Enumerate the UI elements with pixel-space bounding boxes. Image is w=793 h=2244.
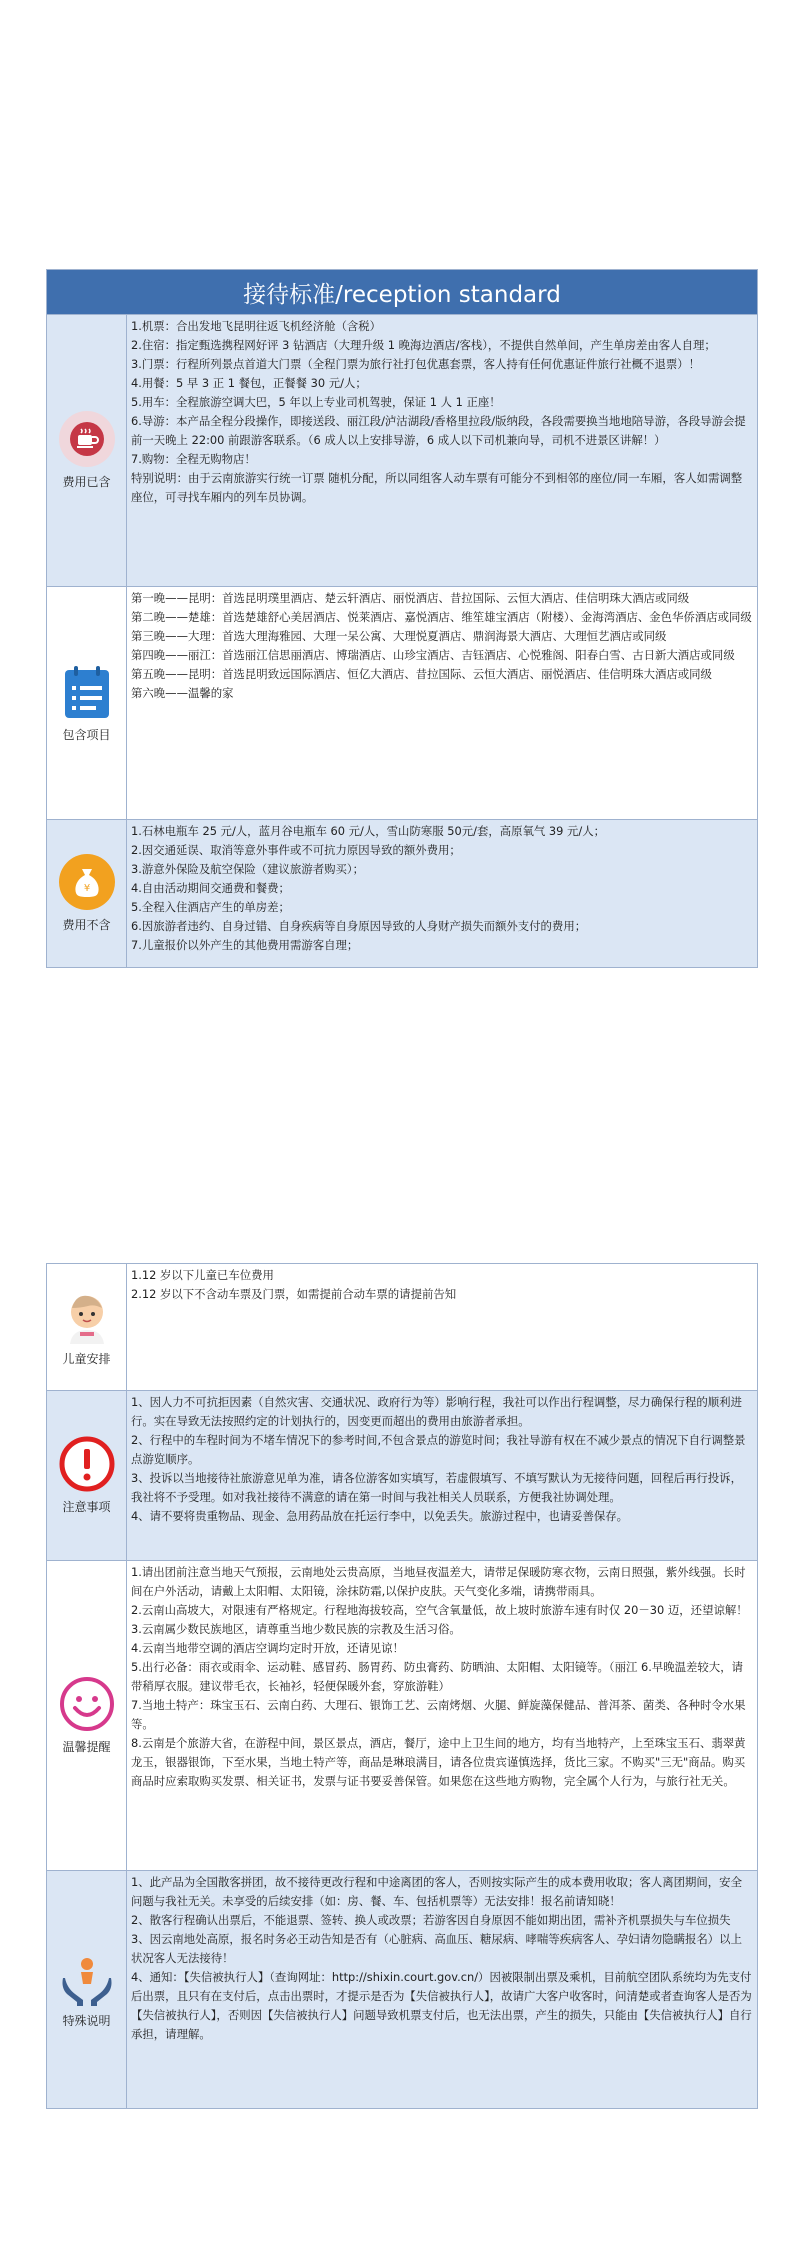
reception-standard-table: [46, 269, 758, 968]
list-item: 特别说明：由于云南旅游实行统一订票 随机分配，所以同组客人动车票有可能分不到相邻的座位/同一车厢，客人如需调整座位，可寻找车厢内的列车员协调。: [131, 471, 743, 504]
section-fees-included: [47, 315, 757, 586]
list-item: 2.因交通延误、取消等意外事件或不可抗力原因导致的额外费用；: [131, 843, 461, 857]
section-fees-excluded: [47, 819, 757, 967]
list-item: 2.住宿：指定甄选携程网好评 3 钻酒店（大理升级 1 晚海边酒店/客栈），不提供自然单间，产生单房差由客人自理；: [131, 338, 716, 352]
helping-hands-icon: [59, 1950, 115, 2006]
list-item: 5.用车：全程旅游空调大巴，5 年以上专业司机驾驶，保证 1 人 1 正座！: [131, 395, 501, 409]
warning-icon: [59, 1436, 115, 1492]
section-label-cell: [47, 820, 127, 967]
section-hotels: [47, 586, 757, 819]
list-item: 第五晚——昆明：首选昆明致远国际酒店、恒亿大酒店、昔拉国际、云恒大酒店、丽悦酒店、佳信明珠大酒店或同级: [131, 667, 712, 681]
itinerary-list-icon: [59, 664, 115, 720]
coffee-cup-icon: [59, 411, 115, 467]
section-content: [127, 1561, 757, 1870]
list-item: 7.儿童报价以外产生的其他费用需游客自理；: [131, 938, 359, 952]
section-children: [47, 1264, 757, 1390]
list-item: 5.全程入住酒店产生的单房差；: [131, 900, 290, 914]
money-bag-icon: [59, 854, 115, 910]
list-item: 1.石林电瓶车 25 元/人，蓝月谷电瓶车 60 元/人，雪山防寒服 50元/套，高原氧气 39 元/人；: [131, 824, 606, 838]
section-label-cell: [47, 1871, 127, 2108]
section-content: [127, 315, 757, 586]
section-label: 儿童安排: [62, 1351, 111, 1366]
section-label: 温馨提醒: [62, 1740, 111, 1754]
list-item: 第三晚——大理：首选大理海雅园、大理一呆公寓、大理悦夏酒店、鼎润海景大酒店、大理恒艺酒店或同级: [131, 629, 667, 643]
list-item: 7.购物：全程无购物店！: [131, 452, 256, 466]
list-item: 6.导游：本产品全程分段操作，即接送段、丽江段/泸沽湖段/香格里拉段/版纳段，各段需要换当地地陪导游，各段导游会提前一天晚上 22:00 前跟游客联系。（6 成人以上安排导游，6 成人以下司机兼向导，司机不进景区讲解！）: [131, 414, 746, 447]
section-content: [127, 820, 757, 967]
section-label-cell: [47, 587, 127, 819]
section-label-cell: [47, 1264, 127, 1390]
list-item: 1.12 岁以下儿童已车位费用: [131, 1268, 274, 1282]
section-content: [127, 1391, 757, 1560]
list-item: 4、通知：【失信被执行人】（查询网址：http://shixin.court.gov.cn/）因被限制出票及乘机，目前航空团队系统均为先支付后出票，且只有在支付后，点击出票时，才提示是否为【失信被执行人】，故请广大客户收客时，问清楚或者查询客人是否为【失信被执行人】，否则因【失信被执行人】问题导致机票支付后，也无法出票，产生的损失，只能由【失信被执行人】自行承担，请理解。: [131, 1970, 752, 2041]
section-label: 包含项目: [62, 727, 111, 742]
list-item: 3.云南属少数民族地区，请尊重当地少数民族的宗教及生活习俗。: [131, 1622, 461, 1636]
table-title: 接待标准/reception standard: [47, 270, 757, 315]
list-item: 4.自由活动期间交通费和餐费；: [131, 881, 290, 895]
list-item: 第六晚——温馨的家: [131, 686, 234, 700]
list-item: 4、请不要将贵重物品、现金、急用药品放在托运行李中，以免丢失。旅游过程中，也请妥善保存。: [131, 1509, 629, 1523]
child-icon: [59, 1288, 115, 1344]
section-label-cell: [47, 315, 127, 586]
list-item: 第四晚——丽江：首选丽江信思丽酒店、博瑞酒店、山珍宝酒店、吉钰酒店、心悦雅阁、阳春白雪、古日新大酒店或同级: [131, 648, 735, 662]
list-item: 3.门票：行程所列景点首道大门票（全程门票为旅行社打包优惠套票，客人持有任何优惠证件旅行社概不退票）！: [131, 357, 701, 371]
list-item: 5.出行必备：雨衣或雨伞、运动鞋、感冒药、肠胃药、防虫膏药、防晒油、太阳帽、太阳镜等。（丽江 6.早晚温差较大，请带稍厚衣服。建议带毛衣，长袖衫，轻便保暖外套，穿旅游鞋）: [131, 1660, 743, 1693]
list-item: 7.当地土特产：珠宝玉石、云南白药、大理石、银饰工艺、云南烤烟、火腿、鲜旋藻保健品、普洱茶、菌类、各种时令水果等。: [131, 1698, 746, 1731]
section-content: [127, 1871, 757, 2108]
section-label: 注意事项: [62, 1500, 111, 1514]
svg-text:¥: ¥: [83, 883, 90, 894]
list-item: 第二晚——楚雄：首选楚雄舒心美居酒店、悦莱酒店、嘉悦酒店、维笙雄宝酒店（附楼）、金海湾酒店、金色华侨酒店或同级: [131, 610, 752, 624]
list-item: 3.游意外保险及航空保险（建议旅游者购买）；: [131, 862, 364, 876]
list-item: 1、此产品为全国散客拼团，故不接待更改行程和中途离团的客人，否则按实际产生的成本费用收取；客人离团期间，安全问题与我社无关。未享受的后续安排（如：房、餐、车、包括机票等）无法安排！报名前请知晓！: [131, 1875, 742, 1908]
section-precautions: [47, 1390, 757, 1560]
list-item: 2.云南山高坡大，对限速有严格规定。行程地海拔较高，空气含氧量低，故上坡时旅游车速有时仅 20－30 迈，还望谅解！: [131, 1603, 748, 1617]
section-reminders: [47, 1560, 757, 1870]
notes-table: [46, 1263, 758, 2109]
list-item: 4.用餐：5 早 3 正 1 餐包，正餐餐 30 元/人；: [131, 376, 367, 390]
list-item: 3、因云南地处高原，报名时务必王动告知是否有（心脏病、高血压、糖尿病、哮喘等疾病客人、孕妇请勿隐瞒报名）以上状况客人无法接待！: [131, 1932, 742, 1965]
list-item: 8.云南是个旅游大省，在游程中间，景区景点，酒店，餐厅，途中上卫生间的地方，均有当地特产，上至珠宝玉石、翡翠黄龙玉，银器银饰，下至水果，当地土特产等，商品是琳琅满目，请各位贵宾谨慎选择，货比三家。不购买"三无"商品。购买商品时应索取购买发票、相关证书，发票与证书要妥善保管。如果您在这些地方购物，完全属个人行为，与旅行社无关。: [131, 1736, 746, 1788]
section-label: 特殊说明: [62, 2014, 111, 2028]
section-content: [127, 587, 757, 819]
list-item: 2、行程中的车程时间为不堵车情况下的参考时间,不包含景点的游览时间；我社导游有权在不减少景点的情况下自行调整景点游览顺序。: [131, 1433, 746, 1466]
section-label: 费用已含: [62, 475, 111, 489]
list-item: 1.机票：合出发地飞昆明往返飞机经济舱（含税）: [131, 319, 382, 333]
list-item: 6.因旅游者违约、自身过错、自身疾病等自身原因导致的人身财产损失而额外支付的费用；: [131, 919, 587, 933]
section-label-cell: [47, 1561, 127, 1870]
list-item: 第一晚——昆明：首选昆明璞里酒店、楚云轩酒店、丽悦酒店、昔拉国际、云恒大酒店、佳信明珠大酒店或同级: [131, 591, 690, 605]
list-item: 4.云南当地带空调的酒店空调均定时开放，还请见谅！: [131, 1641, 404, 1655]
list-item: 3、投诉以当地接待社旅游意见单为准，请各位游客如实填写，若虚假填写、不填写默认为无接待问题，回程后再行投诉，我社将不予受理。如对我社接待不满意的请在第一时间与我社相关人员联系，方便我社协调处理。: [131, 1471, 742, 1504]
smile-icon: [59, 1676, 115, 1732]
list-item: 2、散客行程确认出票后，不能退票、签转、换人或改票；若游客因自身原因不能如期出团，需补齐机票损失与车位损失: [131, 1913, 731, 1927]
list-item: 1.请出团前注意当地天气预报，云南地处云贵高原，当地昼夜温差大，请带足保暖防寒衣物，云南日照强，紫外线强。长时间在户外活动，请戴上太阳帽、太阳镜，涂抹防霜,以保护皮肤。天气变化多端，请携带雨具。: [131, 1565, 746, 1598]
section-special-notes: [47, 1870, 757, 2108]
section-label: 费用不含: [62, 918, 111, 932]
section-label-cell: [47, 1391, 127, 1560]
section-content: [127, 1264, 757, 1390]
list-item: 2.12 岁以下不含动车票及门票，如需提前合动车票的请提前告知: [131, 1287, 457, 1301]
list-item: 1、因人力不可抗拒因素（自然灾害、交通状况、政府行为等）影响行程，我社可以作出行程调整，尽力确保行程的顺利进行。实在导致无法按照约定的计划执行的，因变更而超出的费用由旅游者承担。: [131, 1395, 742, 1428]
